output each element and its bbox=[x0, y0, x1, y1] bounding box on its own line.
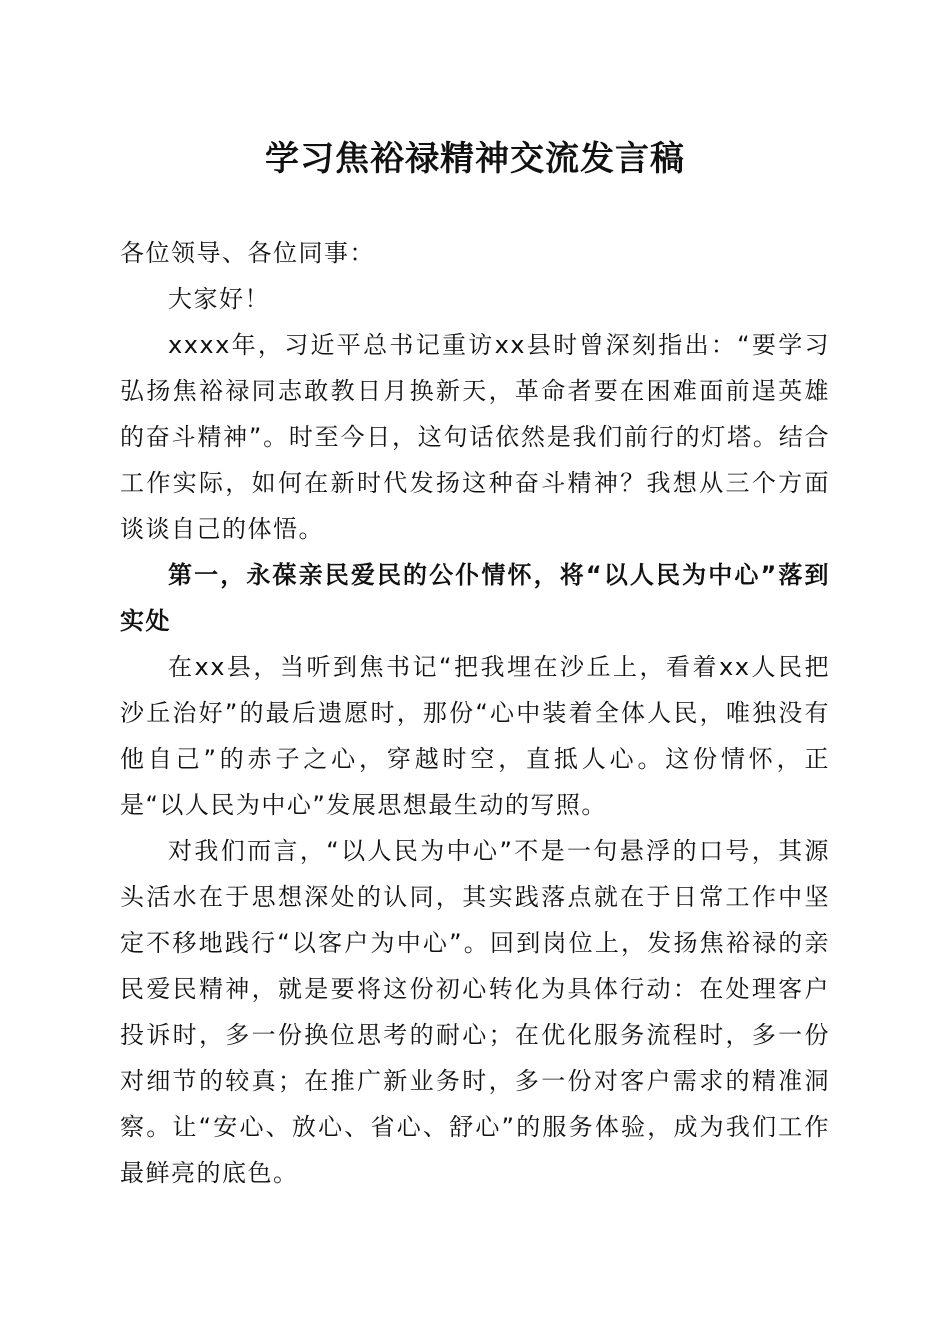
greeting: 大家好！ bbox=[168, 285, 270, 313]
paragraph-story: 在xx县，当听到焦书记“把我埋在沙丘上，看着xx人民把沙丘治好”的最后遗愿时，那份“心中装着全体人民，唯独没有他自己”的赤子之心，穿越时空，直抵人心。这份情怀，正是“以人民为中心”发展思想最生动的写照。 bbox=[120, 653, 830, 819]
section-heading-1: 第一，永葆亲民爱民的公仆情怀，将“以人民为中心”落到实处 bbox=[120, 561, 830, 635]
paragraph-intro: xxxx年，习近平总书记重访xx县时曾深刻指出：“要学习弘扬焦裕禄同志敢教日月换新天，革命者要在困难面前逞英雄的奋斗精神”。时至今日，这句话依然是我们前行的灯塔。结合工作实际，如何在新时代发扬这种奋斗精神？我想从三个方面谈谈自己的体悟。 bbox=[120, 331, 830, 543]
salutation: 各位领导、各位同事： bbox=[120, 239, 375, 267]
document-title: 学习焦裕禄精神交流发言稿 bbox=[265, 139, 685, 179]
paragraph-practice: 对我们而言，“以人民为中心”不是一句悬浮的口号，其源头活水在于思想深处的认同，其实践落点就在于日常工作中坚定不移地践行“以客户为中心”。回到岗位上，发扬焦裕禄的亲民爱民精神，就是要将这份初心转化为具体行动：在处理客户投诉时，多一份换位思考的耐心；在优化服务流程时，多一份对细节的较真；在推广新业务时，多一份对客户需求的精准洞察。让“安心、放心、省心、舒心”的服务体验，成为我们工作最鲜亮的底色。 bbox=[120, 837, 830, 1187]
document-body bbox=[120, 230, 830, 1196]
